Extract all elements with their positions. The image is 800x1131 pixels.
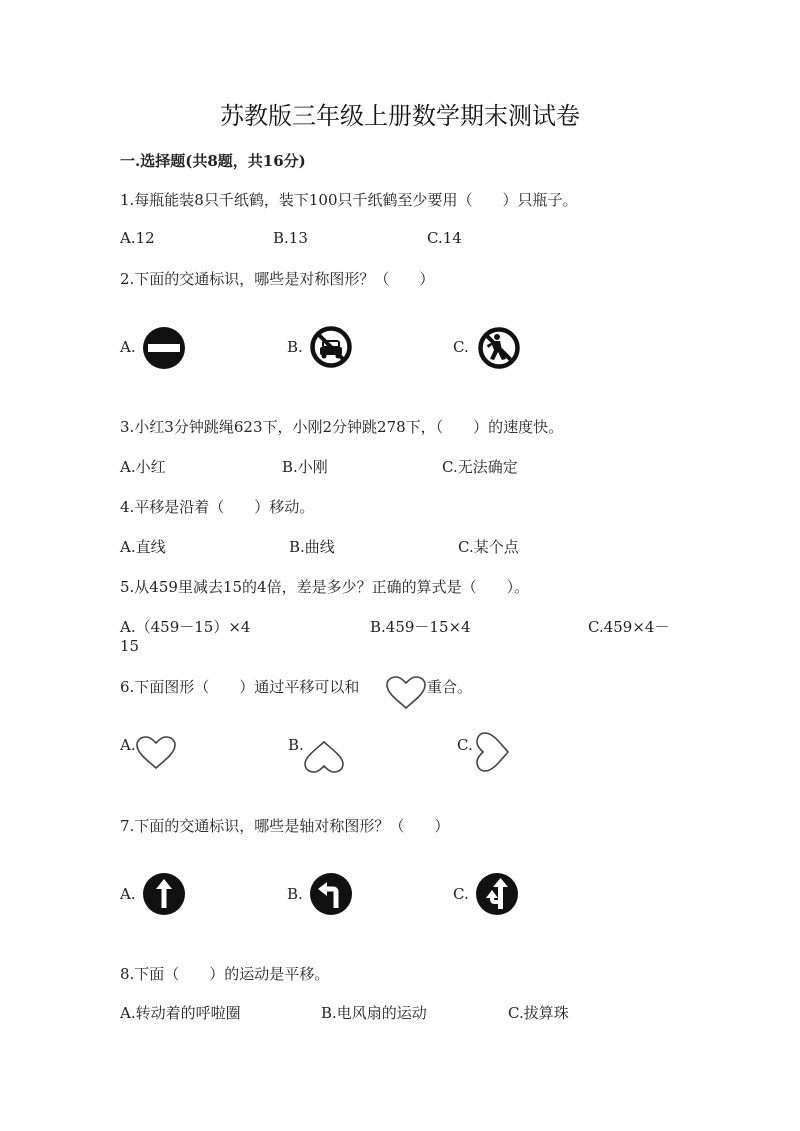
page-title: 苏教版三年级上册数学期末测试卷 bbox=[220, 102, 580, 130]
question-1-option-a: A.12 bbox=[120, 229, 155, 247]
no-entry-sign-icon bbox=[142, 326, 186, 370]
question-3-option-b: B.小刚 bbox=[282, 458, 328, 476]
question-1-stem: 1.每瓶能装8只千纸鹤，装下100只千纸鹤至少要用（ ）只瓶子。 bbox=[120, 191, 578, 209]
heart-rotated-icon bbox=[470, 731, 512, 773]
question-4-stem: 4.平移是沿着（ ）移动。 bbox=[120, 498, 315, 516]
straight-or-left-sign-icon bbox=[475, 872, 519, 916]
question-7-option-c: C. bbox=[453, 885, 469, 903]
heart-upright-icon bbox=[135, 735, 177, 771]
question-7-option-a: A. bbox=[120, 885, 136, 903]
question-5-option-a: A.（459－15）×4 bbox=[120, 618, 251, 636]
question-7-stem: 7.下面的交通标识，哪些是轴对称图形？（ ） bbox=[120, 817, 450, 835]
question-8-option-a: A.转动着的呼啦圈 bbox=[120, 1004, 241, 1022]
question-3-stem: 3.小红3分钟跳绳623下，小刚2分钟跳278下，（ ）的速度快。 bbox=[120, 418, 564, 436]
question-5-option-b: B.459－15×4 bbox=[370, 618, 471, 636]
question-2-option-c: C. bbox=[453, 338, 469, 356]
heart-outline-icon bbox=[385, 675, 427, 711]
question-4-option-a: A.直线 bbox=[120, 538, 166, 556]
question-6-stem-part-1: 6.下面图形（ ）通过平移可以和 bbox=[120, 678, 360, 696]
question-8-option-c: C.拔算珠 bbox=[508, 1004, 569, 1022]
straight-arrow-sign-icon bbox=[142, 872, 186, 916]
question-1-option-c: C.14 bbox=[427, 229, 462, 247]
question-5-option-c: C.459×4－ bbox=[588, 618, 670, 636]
question-3-option-c: C.无法确定 bbox=[442, 458, 518, 476]
question-6-stem-part-2: 重合。 bbox=[427, 678, 473, 696]
heart-upside-down-icon bbox=[303, 740, 345, 774]
question-3-option-a: A.小红 bbox=[120, 458, 166, 476]
question-4-option-c: C.某个点 bbox=[458, 538, 519, 556]
no-pedestrian-sign-icon bbox=[477, 326, 521, 370]
question-1-option-b: B.13 bbox=[273, 229, 308, 247]
question-6-option-c: C. bbox=[457, 736, 473, 754]
question-6-option-b: B. bbox=[288, 736, 304, 754]
question-7-option-b: B. bbox=[287, 885, 303, 903]
question-4-option-b: B.曲线 bbox=[289, 538, 335, 556]
question-8-option-b: B.电风扇的运动 bbox=[321, 1004, 427, 1022]
no-motor-vehicle-sign-icon bbox=[309, 325, 353, 369]
question-2-option-b: B. bbox=[287, 338, 303, 356]
question-2-stem: 2.下面的交通标识，哪些是对称图形？（ ） bbox=[120, 270, 435, 288]
question-6-option-a: A. bbox=[120, 736, 136, 754]
question-2-option-a: A. bbox=[120, 338, 136, 356]
question-8-stem: 8.下面（ ）的运动是平移。 bbox=[120, 965, 330, 983]
turn-left-sign-icon bbox=[309, 872, 353, 916]
section-heading: 一.选择题(共8题，共16分) bbox=[120, 152, 306, 170]
question-5-stem: 5.从459里减去15的4倍，差是多少？正确的算式是（ ）。 bbox=[120, 578, 530, 596]
question-5-option-c-continued: 15 bbox=[120, 637, 140, 655]
